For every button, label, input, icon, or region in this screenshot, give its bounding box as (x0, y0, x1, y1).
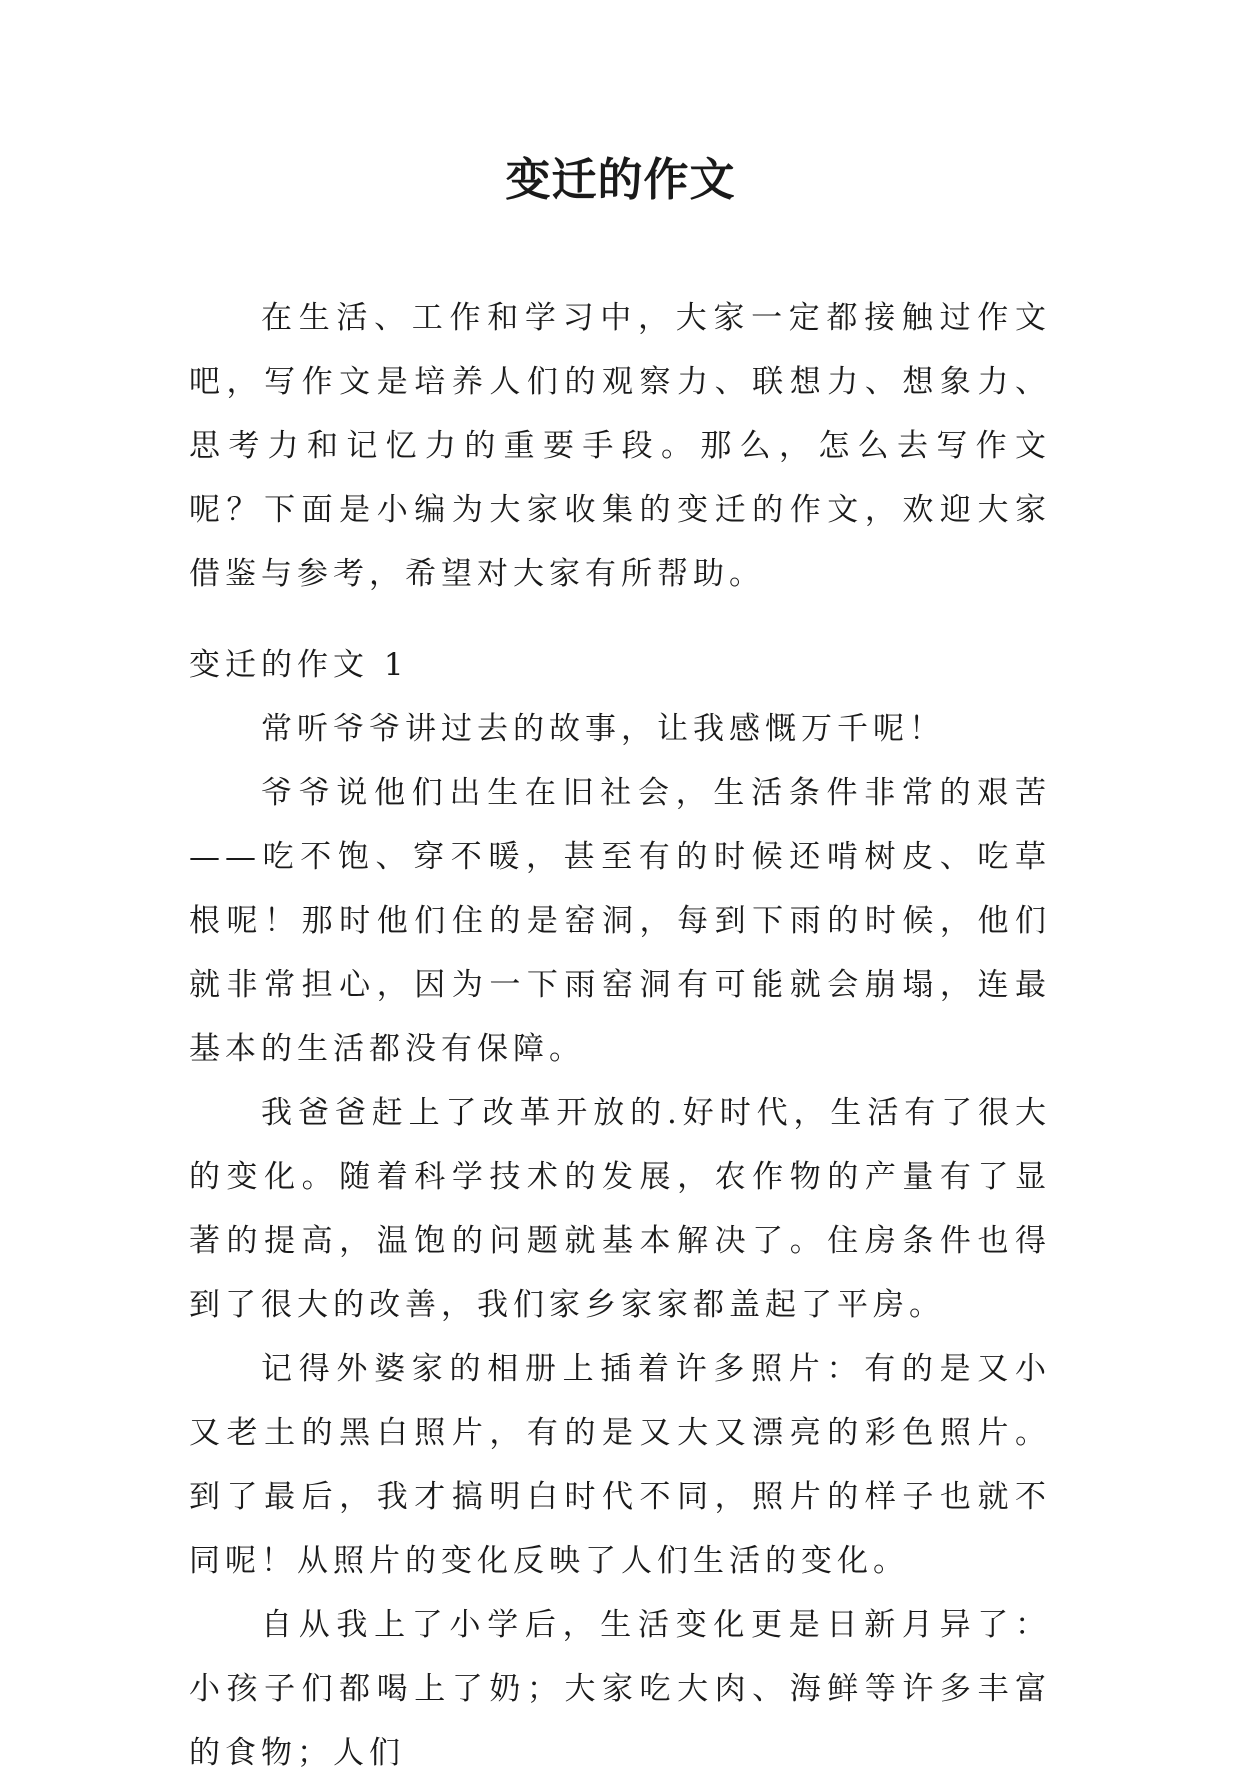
essay-body (189, 697, 1051, 1785)
essay-paragraph-1: 常听爷爷讲过去的故事，让我感慨万千呢！ (261, 711, 945, 747)
section-heading: 变迁的作文 1 (189, 647, 409, 683)
intro-paragraph: 在生活、工作和学习中，大家一定都接触过作文吧，写作文是培养人们的观察力、联想力、想象力、思考力和记忆力的重要手段。那么，怎么去写作文呢？下面是小编为大家收集的变迁的作文，欢迎大家借鉴与参考，希望对大家有所帮助。 (189, 300, 1051, 592)
essay-paragraph-5: 自从我上了小学后，生活变化更是日新月异了：小孩子们都喝上了奶；大家吃大肉、海鲜等许多丰富的食物；人们 (189, 1607, 1051, 1771)
intro-block (189, 286, 1051, 606)
essay-paragraph-4: 记得外婆家的相册上插着许多照片：有的是又小又老土的黑白照片，有的是又大又漂亮的彩色照片。到了最后，我才搞明白时代不同，照片的样子也就不同呢！从照片的变化反映了人们生活的变化。 (189, 1351, 1051, 1579)
essay-paragraph-2: 爷爷说他们出生在旧社会，生活条件非常的艰苦——吃不饱、穿不暖，甚至有的时候还啃树皮、吃草根呢！那时他们住的是窑洞，每到下雨的时候，他们就非常担心，因为一下雨窑洞有可能就会崩塌，连最基本的生活都没有保障。 (189, 775, 1051, 1067)
essay-paragraph-3: 我爸爸赶上了改革开放的.好时代，生活有了很大的变化。随着科学技术的发展，农作物的产量有了显著的提高，温饱的问题就基本解决了。住房条件也得到了很大的改善，我们家乡家家都盖起了平房。 (189, 1095, 1051, 1323)
document-title: 变迁的作文 (505, 153, 736, 206)
